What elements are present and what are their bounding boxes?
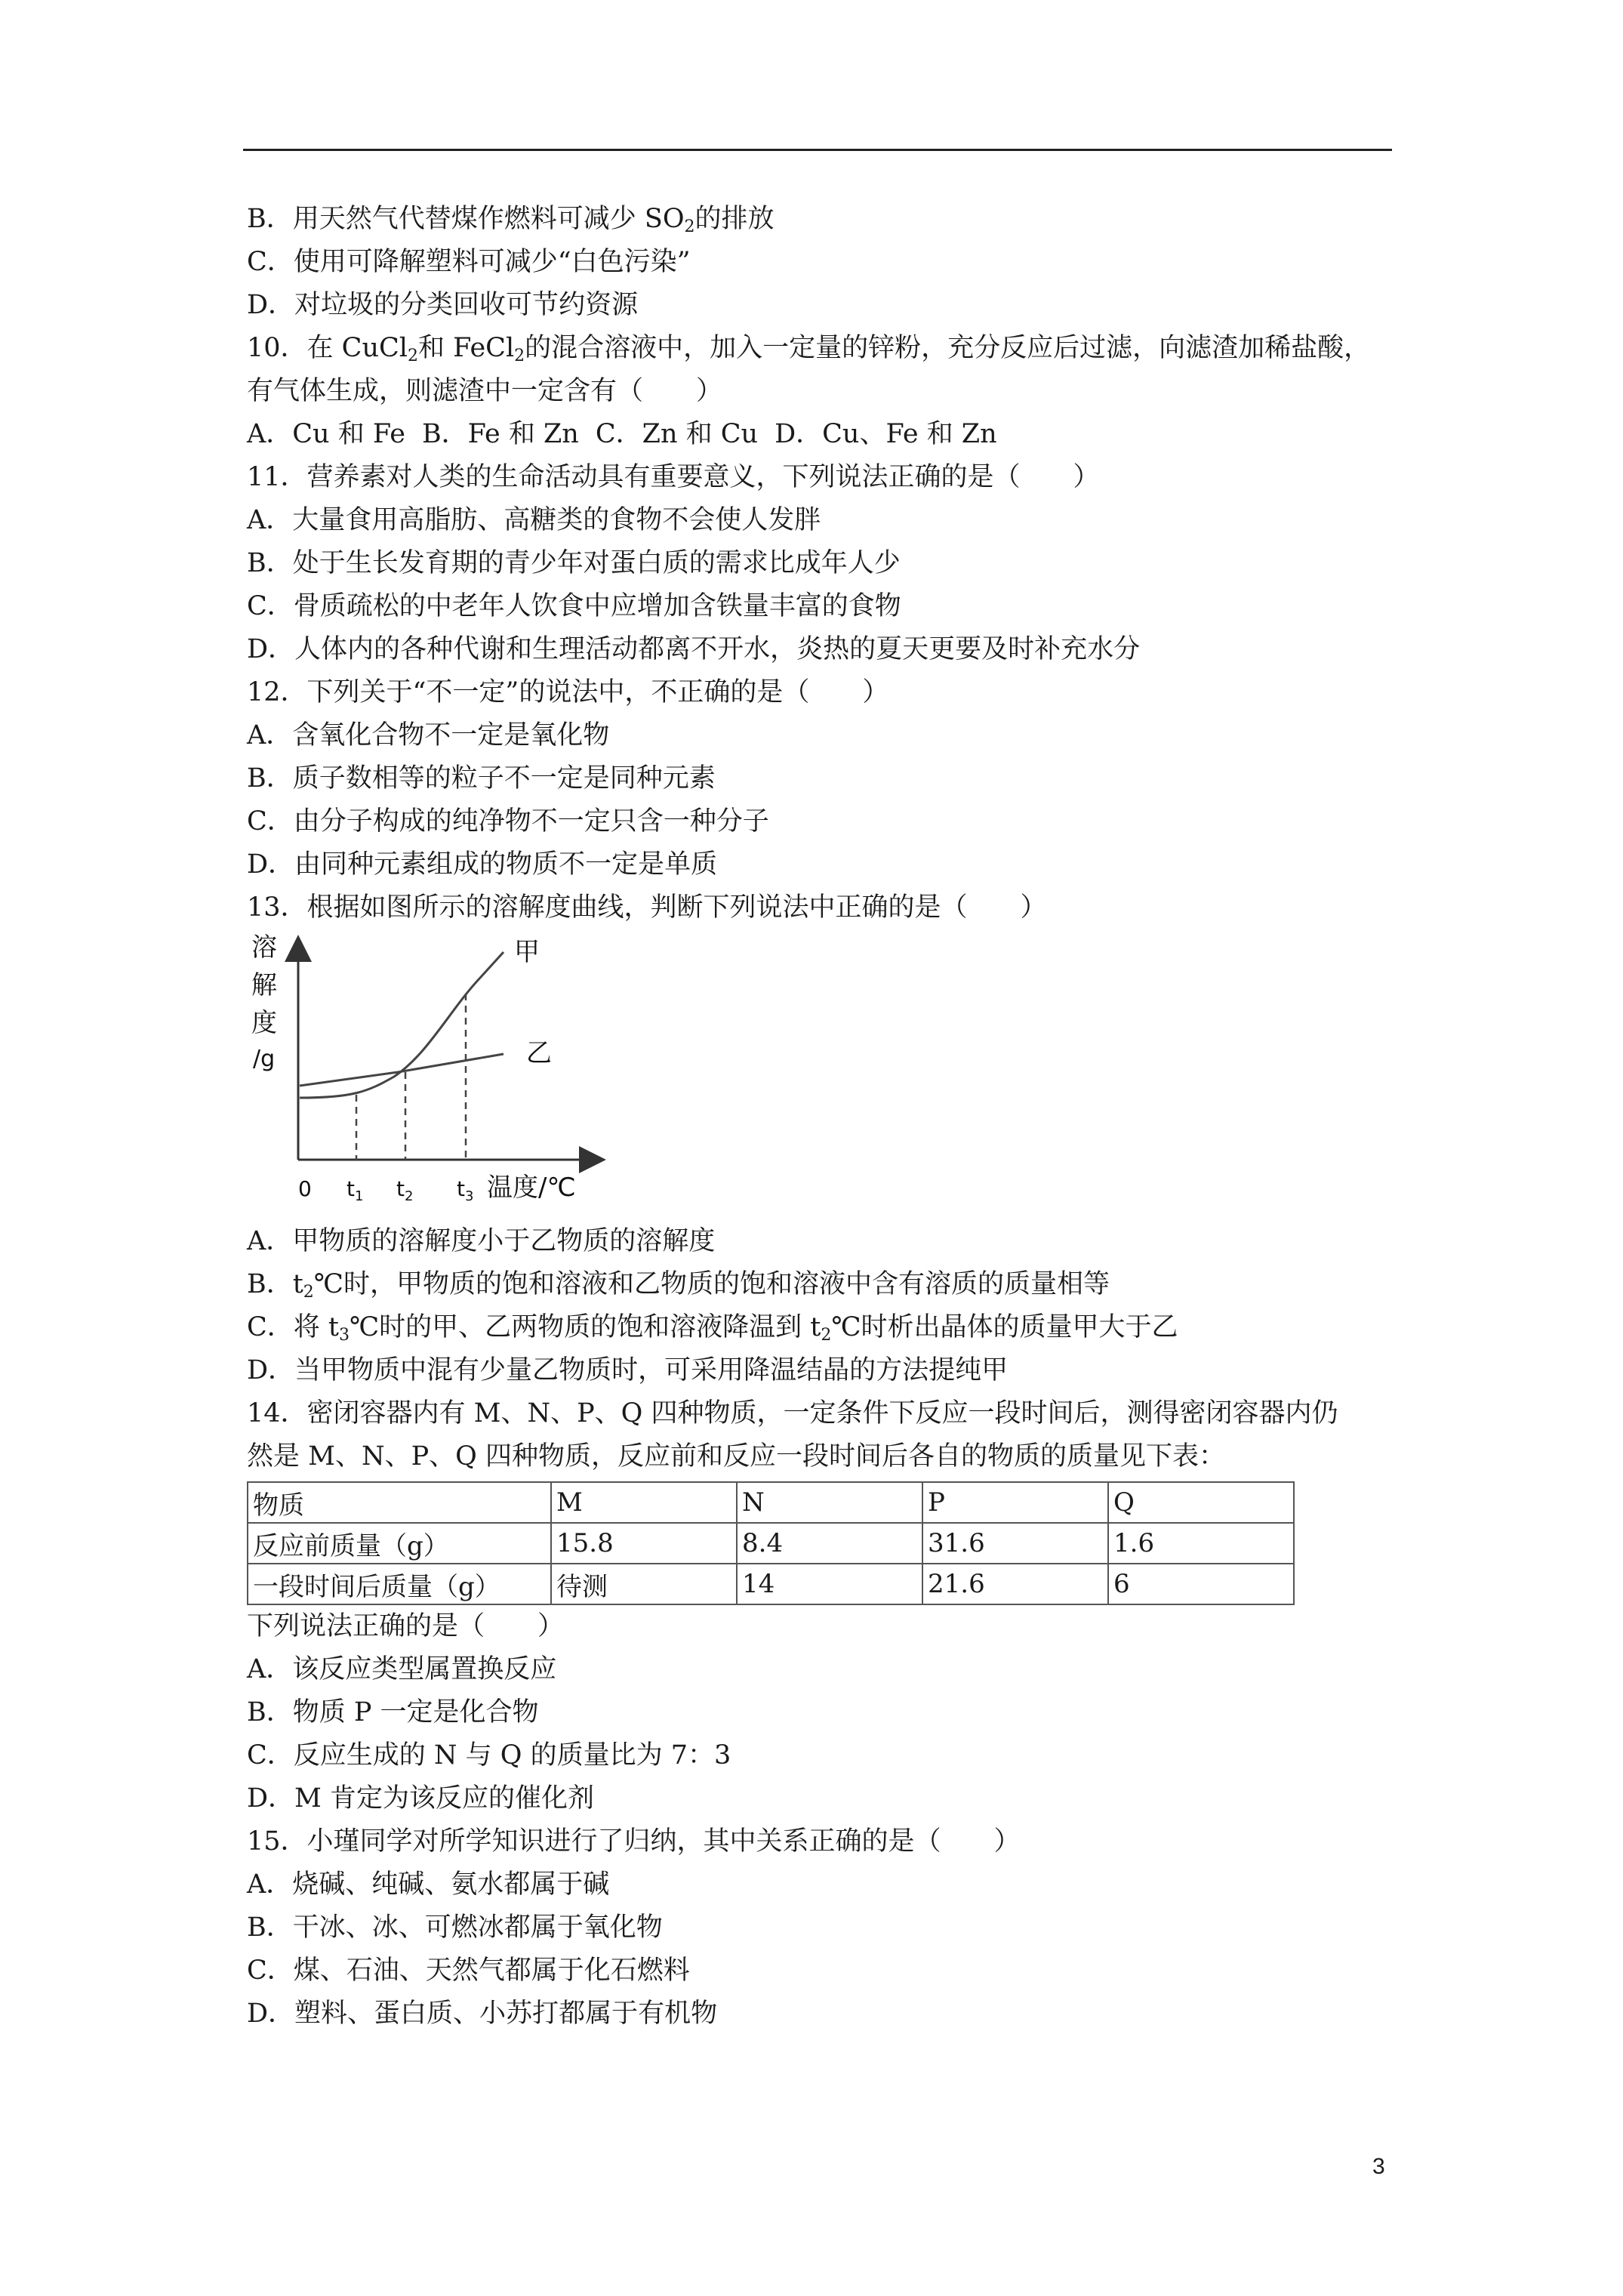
ylabel-char-2: 解 (251, 970, 277, 1000)
ylabel-char-1: 溶 (251, 933, 277, 963)
table-row (248, 1482, 1294, 1523)
q15-option-b: B．干冰、冰、可燃冰都属于氧化物 (247, 1912, 663, 1943)
q12-option-c: C．由分子构成的纯净物不一定只含一种分子 (247, 806, 769, 837)
table-cell: 6 (1108, 1564, 1294, 1604)
ylabel-char-4: /g (253, 1046, 276, 1072)
table-cell: 反应前质量（g） (248, 1523, 551, 1564)
q11-option-b: B．处于生长发育期的青少年对蛋白质的需求比成年人少 (247, 548, 901, 578)
q14-mass-table (247, 1481, 1295, 1605)
table-row (248, 1564, 1294, 1604)
q10-option-a: A．Cu 和 Fe (247, 419, 405, 449)
q9-option-b: B．用天然气代替煤作燃料可减少 $SO_2$的排放 (247, 204, 775, 236)
table-row (248, 1523, 1294, 1564)
table-cell: 一段时间后质量（g） (248, 1564, 551, 1604)
q15-option-a: A．烧碱、纯碱、氨水都属于碱 (247, 1869, 610, 1900)
table-cell: 物质 (248, 1482, 551, 1523)
table-cell: 21.6 (922, 1564, 1108, 1604)
solubility-curve-figure (247, 933, 609, 1220)
q14-stem-line1: 14．密闭容器内有 M、N、P、Q 四种物质，一定条件下反应一段时间后，测得密闭容器内仍 (247, 1398, 1338, 1428)
xlabel: 温度/℃ (487, 1173, 576, 1203)
q13-option-d: D．当甲物质中混有少量乙物质时，可采用降温结晶的方法提纯甲 (247, 1355, 1009, 1385)
table-cell: 待测 (551, 1564, 737, 1604)
q11-option-a: A．大量食用高脂肪、高糖类的食物不会使人发胖 (247, 505, 821, 535)
origin-label: 0 (298, 1176, 312, 1201)
q14-option-c: C．反应生成的 N 与 Q 的质量比为 7：3 (247, 1740, 731, 1771)
ylabel-char-3: 度 (251, 1008, 277, 1038)
page-number: 3 (1372, 2154, 1385, 2179)
q12-option-b: B．质子数相等的粒子不一定是同种元素 (247, 763, 716, 794)
curve-jia (300, 952, 504, 1098)
q13-stem: 13．根据如图所示的溶解度曲线，判断下列说法中正确的是（ ） (247, 892, 1047, 923)
solubility-curve-svg (247, 933, 609, 1220)
table-cell: 8.4 (737, 1523, 922, 1564)
table-cell: Q (1108, 1482, 1294, 1523)
series-label-yi: 乙 (526, 1038, 552, 1068)
table-cell: P (922, 1482, 1108, 1523)
q12-option-d: D．由同种元素组成的物质不一定是单质 (247, 849, 718, 880)
q10-option-b: B．Fe 和 Zn (421, 419, 579, 449)
q10-option-c: C．Zn 和 Cu (595, 419, 759, 449)
tick-t2: $t_2$ (396, 1176, 414, 1204)
q10-stem: 10．在 CuCl$_2$和 FeCl$_2$的混合溶液中，加入一定量的锌粉，充分反应后过滤，向滤渣加稀盐酸，有气体生成，则滤渣中一定含有（ ） (247, 333, 1371, 406)
q14-stem-line2: 然是 M、N、P、Q 四种物质，反应前和反应一段时间后各自的物质的质量见下表： (247, 1441, 1225, 1472)
table-cell: M (551, 1482, 737, 1523)
q11-option-c: C．骨质疏松的中老年人饮食中应增加含铁量丰富的食物 (247, 591, 901, 621)
q15-stem: 15．小瑾同学对所学知识进行了归纳，其中关系正确的是（ ） (247, 1826, 1021, 1857)
q15-option-d: D．塑料、蛋白质、小苏打都属于有机物 (247, 1999, 718, 2029)
q9-option-c: C．使用可降解塑料可减少“白色污染” (247, 247, 691, 277)
table-cell: 31.6 (922, 1523, 1108, 1564)
q14-after-table: 下列说法正确的是（ ） (247, 1611, 565, 1641)
table-cell: 15.8 (551, 1523, 737, 1564)
q10-options (247, 413, 1394, 456)
tick-t3: $t_3$ (457, 1176, 474, 1204)
q14-option-b: B．物质 P 一定是化合物 (247, 1697, 539, 1727)
series-label-jia: 甲 (514, 937, 540, 967)
q14-option-d: D．M 肯定为该反应的催化剂 (247, 1783, 595, 1814)
q11-option-d: D．人体内的各种代谢和生理活动都离不开水，炎热的夏天更要及时补充水分 (247, 634, 1141, 664)
q13-option-a: A．甲物质的溶解度小于乙物质的溶解度 (247, 1226, 716, 1256)
q9-option-d: D．对垃圾的分类回收可节约资源 (247, 290, 639, 320)
q13-option-c: C．将 $t_3℃$时的甲、乙两物质的饱和溶液降温到 $t_2℃$时析出晶体的质量甲大于乙 (247, 1312, 1178, 1345)
q12-stem: 12．下列关于“不一定”的说法中，不正确的是（ ） (247, 677, 889, 707)
q11-stem: 11．营养素对人类的生命活动具有重要意义，下列说法正确的是（ ） (247, 462, 1100, 492)
header-rule (243, 149, 1392, 151)
q13-option-b: B．$t_2℃$时，甲物质的饱和溶液和乙物质的饱和溶液中含有溶质的质量相等 (247, 1269, 1110, 1302)
table-cell: 14 (737, 1564, 922, 1604)
q10-option-d: D．Cu、Fe 和 Zn (775, 419, 997, 449)
tick-t1: $t_1$ (346, 1176, 364, 1204)
table-cell: N (737, 1482, 922, 1523)
exam-page-content (247, 198, 1394, 2036)
q12-option-a: A．含氧化合物不一定是氧化物 (247, 720, 610, 750)
table-cell: 1.6 (1108, 1523, 1294, 1564)
q15-option-c: C．煤、石油、天然气都属于化石燃料 (247, 1955, 690, 1986)
q14-option-a: A．该反应类型属置换反应 (247, 1654, 557, 1684)
